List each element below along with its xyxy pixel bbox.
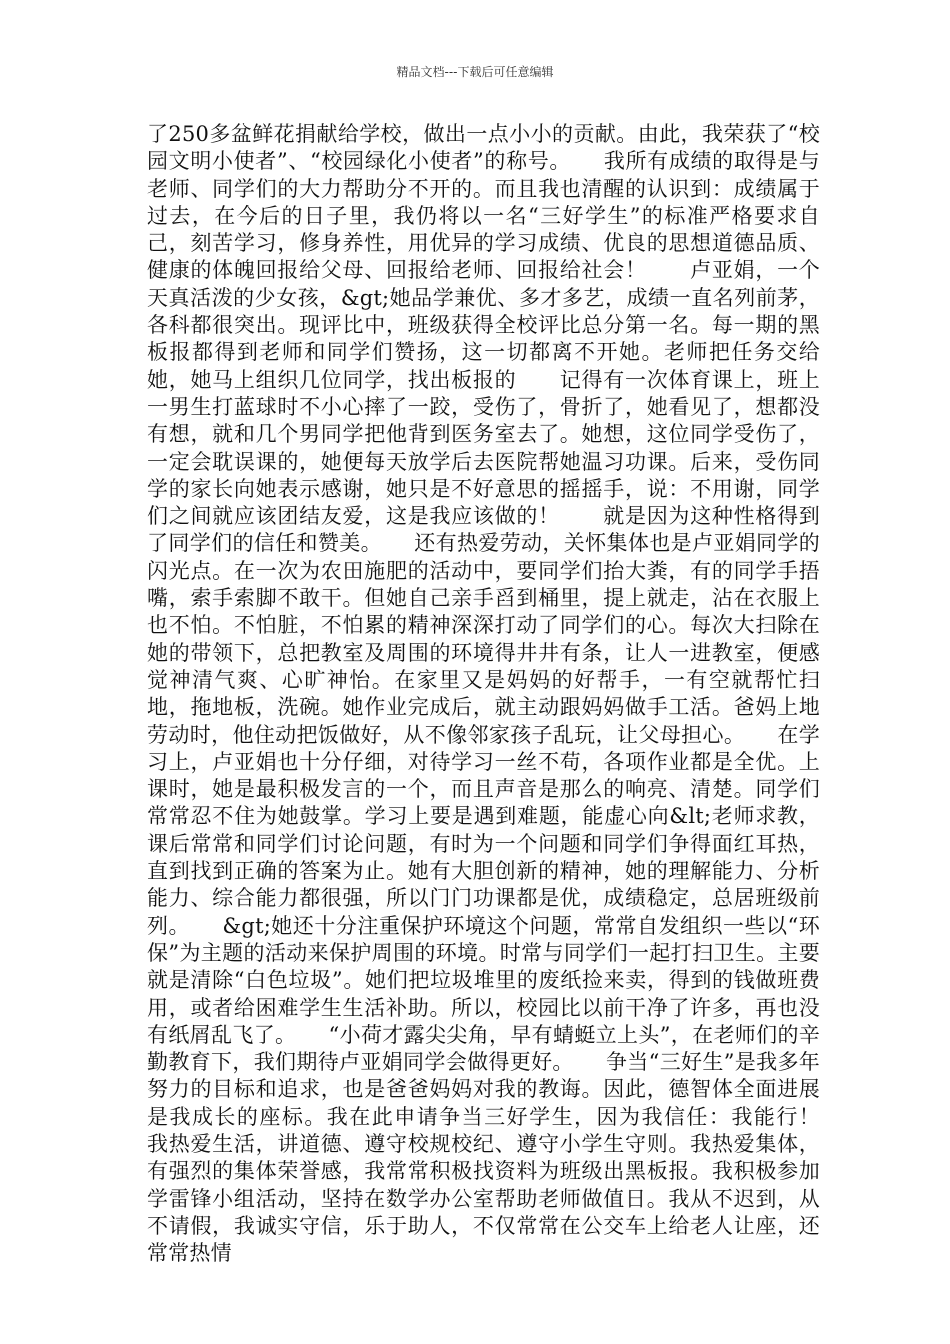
document-body bbox=[147, 121, 863, 1267]
body-paragraph: 了250多盆鲜花捐献给学校，做出一点小小的贡献。由此，我荣获了“校园文明小使者”、“校园绿化小使者”的称号。 我所有成绩的取得是与老师、同学们的大力帮助分不开的。而且我也清醒的认识到：成绩属于过去，在今后的日子里，我仍将以一名“三好学生”的标准严格要求自己，刻苦学习，修身养性，用优异的学习成绩、优良的思想道德品质、健康的体魄回报给父母、回报给老师、回报给社会！ 卢亚娟，一个天真活泼的少女孩，&gt;她品学兼优、多才多艺，成绩一直名列前茅，各科都很突出。现评比中，班级获得全校评比总分第一名。每一期的黑板报都得到老师和同学们赞扬，这一切都离不开她。老师把任务交给她，她马上组织几位同学，找出板报的 记得有一次体育课上，班上一男生打蓝球时不小心摔了一跤，受伤了，骨折了，她看见了，想都没有想，就和几个男同学把他背到医务室去了。她想，这位同学受伤了，一定会耽误课的，她便每天放学后去医院帮她温习功课。后来，受伤同学的家长向她表示感谢，她只是不好意思的摇摇手，说：不用谢，同学们之间就应该团结友爱，这是我应该做的！ 就是因为这种性格得到了同学们的信任和赞美。 还有热爱劳动，关怀集体也是卢亚娟同学的闪光点。在一次为农田施肥的活动中，要同学们抬大粪，有的同学手捂嘴，索手索脚不敢干。但她自己亲手舀到桶里，提上就走，沾在衣服上也不怕。不怕脏，不怕累的精神深深打动了同学们的心。每次大扫除在她的带领下，总把教室及周围的环境得井井有条，让人一进教室，便感觉神清气爽、心旷神怡。在家里又是妈妈的好帮手，一有空就帮忙扫地，拖地板，洗碗。她作业完成后，就主动跟妈妈做手工活。爸妈上地劳动时，他住动把饭做好，从不像邻家孩子乱玩，让父母担心。 在学习上，卢亚娟也十分仔细，对待学习一丝不苟，各项作业都是全优。上课时，她是最积极发言的一个，而且声音是那么的响亮、清楚。同学们常常忍不住为她鼓掌。学习上要是遇到难题，能虚心向&lt;老师求教，课后常常和同学们讨论问题，有时为一个问题和同学们争得面红耳热，直到找到正确的答案为止。她有大胆创新的精神，她的理解能力、分析能力、综合能力都很强，所以门门功课都是优，成绩稳定，总居班级前列。 &gt;她还十分注重保护环境这个问题，常常自发组织一些以“环保”为主题的活动来保护周围的环境。时常与同学们一起打扫卫生。主要就是清除“白色垃圾”。她们把垃圾堆里的废纸捡来卖，得到的钱做班费用，或者给困难学生生活补助。所以，校园比以前干净了许多，再也没有纸屑乱飞了。 “小荷才露尖尖角，早有蜻蜓立上头”，在老师们的辛勤教育下，我们期待卢亚娟同学会做得更好。 争当“三好生”是我多年努力的目标和追求，也是爸爸妈妈对我的教诲。因此，德智体全面进展是我成长的座标。我在此申请争当三好学生，因为我信任：我能行！ 我热爱生活，讲道德、遵守校规校纪、遵守小学生守则。我热爱集体，有强烈的集体荣誉感，我常常积极找资料为班级出黑板报。我积极参加学雷锋小组活动，坚持在数学办公室帮助老师做值日。我从不迟到，从不请假，我诚实守信，乐于助人，不仅常常在公交车上给老人让座，还常常热情 bbox=[147, 122, 863, 1266]
page-header: 精品文档---下载后可任意编辑 bbox=[396, 65, 554, 79]
